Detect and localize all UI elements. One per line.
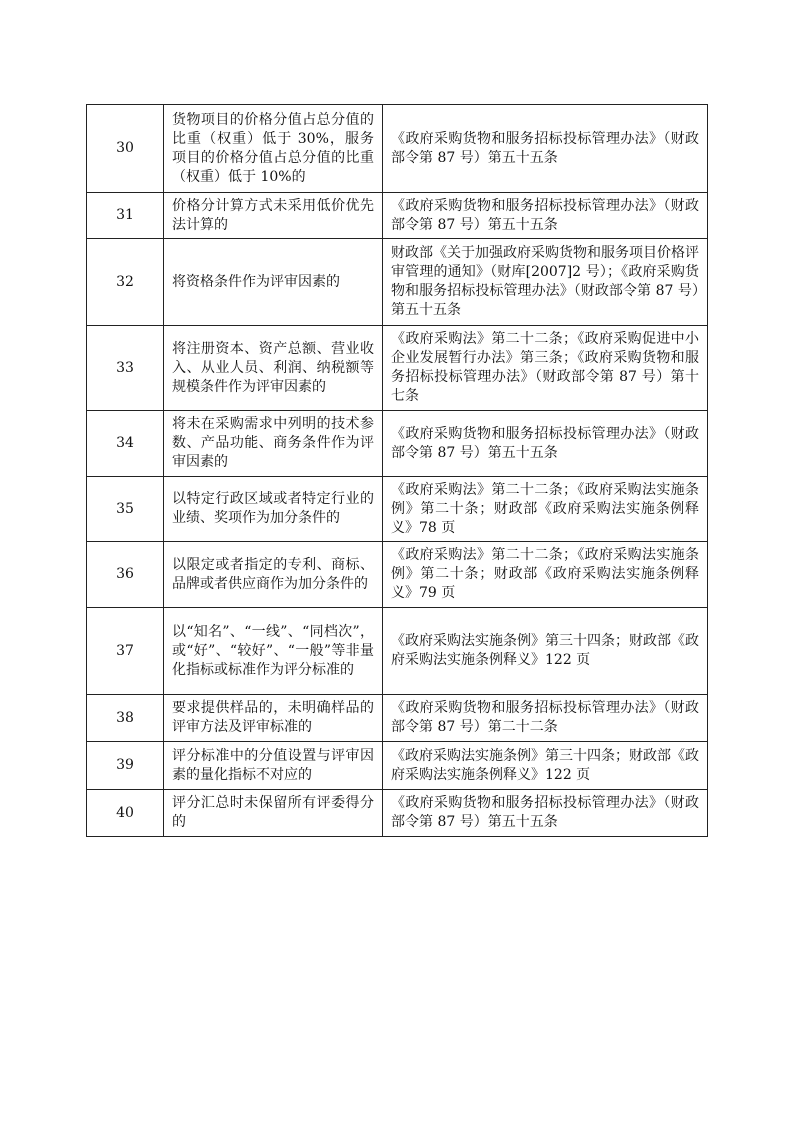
basis-cell: 《政府采购货物和服务招标投标管理办法》（财政部令第 87 号）第五十五条: [383, 193, 708, 239]
issue-cell: 将未在采购需求中列明的技术参数、产品功能、商务条件作为评审因素的: [164, 411, 383, 477]
table-row: [87, 411, 708, 477]
basis-cell: 《政府采购法实施条例》第三十四条；财政部《政府采购法实施条例释义》122 页: [383, 608, 708, 695]
row-number: 40: [87, 790, 164, 837]
row-number: 32: [87, 239, 164, 326]
regulation-table: [86, 104, 708, 837]
table-row: [87, 105, 708, 193]
basis-cell: 《政府采购法》第二十二条；《政府采购促进中小企业发展暂行办法》第三条；《政府采购货物和服务招标投标管理办法》（财政部令第 87 号）第十七条: [383, 326, 708, 411]
table-row: [87, 742, 708, 790]
table-row: [87, 608, 708, 695]
table-row: [87, 193, 708, 239]
issue-cell: 评分标准中的分值设置与评审因素的量化指标不对应的: [164, 742, 383, 790]
issue-cell: 要求提供样品的，未明确样品的评审方法及评审标准的: [164, 695, 383, 742]
basis-cell: 《政府采购法实施条例》第三十四条；财政部《政府采购法实施条例释义》122 页: [383, 742, 708, 790]
table-row: [87, 790, 708, 837]
table-row: [87, 695, 708, 742]
table-row: [87, 239, 708, 326]
issue-cell: 将资格条件作为评审因素的: [164, 239, 383, 326]
issue-cell: 评分汇总时未保留所有评委得分的: [164, 790, 383, 837]
issue-cell: 将注册资本、资产总额、营业收入、从业人员、利润、纳税额等规模条件作为评审因素的: [164, 326, 383, 411]
basis-cell: 《政府采购法》第二十二条；《政府采购法实施条例》第二十条；财政部《政府采购法实施条例释义》78 页: [383, 477, 708, 542]
row-number: 37: [87, 608, 164, 695]
table-row: [87, 477, 708, 542]
row-number: 36: [87, 542, 164, 608]
issue-cell: 以特定行政区域或者特定行业的业绩、奖项作为加分条件的: [164, 477, 383, 542]
basis-cell: 《政府采购货物和服务招标投标管理办法》（财政部令第 87 号）第五十五条: [383, 105, 708, 193]
basis-cell: 《政府采购货物和服务招标投标管理办法》（财政部令第 87 号）第五十五条: [383, 790, 708, 837]
issue-cell: 价格分计算方式未采用低价优先法计算的: [164, 193, 383, 239]
row-number: 35: [87, 477, 164, 542]
table-row: [87, 542, 708, 608]
row-number: 34: [87, 411, 164, 477]
issue-cell: 货物项目的价格分值占总分值的比重（权重）低于 30%，服务项目的价格分值占总分值的比重（权重）低于 10%的: [164, 105, 383, 193]
basis-cell: 《政府采购货物和服务招标投标管理办法》（财政部令第 87 号）第五十五条: [383, 411, 708, 477]
table-row: [87, 326, 708, 411]
basis-cell: 财政部《关于加强政府采购货物和服务项目价格评审管理的通知》（财库[2007]2 号）；《政府采购货物和服务招标投标管理办法》（财政部令第 87 号）第五十五条: [383, 239, 708, 326]
row-number: 33: [87, 326, 164, 411]
basis-cell: 《政府采购法》第二十二条；《政府采购法实施条例》第二十条；财政部《政府采购法实施条例释义》79 页: [383, 542, 708, 608]
row-number: 30: [87, 105, 164, 193]
basis-cell: 《政府采购货物和服务招标投标管理办法》（财政部令第 87 号）第二十二条: [383, 695, 708, 742]
issue-cell: 以限定或者指定的专利、商标、品牌或者供应商作为加分条件的: [164, 542, 383, 608]
row-number: 38: [87, 695, 164, 742]
issue-cell: 以“知名”、“一线”、“同档次”，或“好”、“较好”、“一般”等非量化指标或标准作为评分标准的: [164, 608, 383, 695]
row-number: 31: [87, 193, 164, 239]
row-number: 39: [87, 742, 164, 790]
